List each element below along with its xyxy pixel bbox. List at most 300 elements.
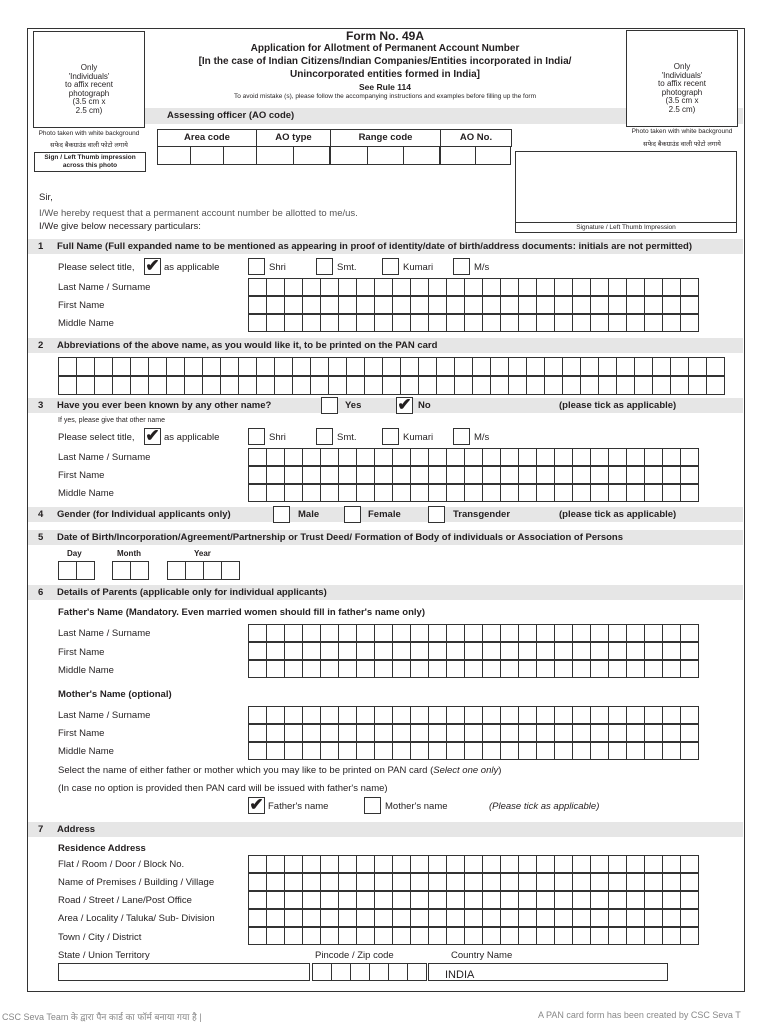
input-cell[interactable] (680, 742, 699, 760)
input-cell[interactable] (266, 624, 285, 642)
input-cell[interactable] (328, 357, 347, 376)
input-cell[interactable] (302, 466, 321, 484)
input-cell[interactable] (536, 873, 555, 891)
input-cell[interactable] (256, 357, 275, 376)
input-cell[interactable] (248, 742, 267, 760)
input-cell[interactable] (608, 660, 627, 678)
input-cell[interactable] (590, 624, 609, 642)
input-cell[interactable] (94, 357, 113, 376)
input-cell[interactable] (284, 448, 303, 466)
input-cell[interactable] (626, 296, 645, 314)
input-cell[interactable] (644, 314, 663, 332)
input-cell[interactable] (428, 448, 447, 466)
input-cell[interactable] (410, 448, 429, 466)
input-cell[interactable] (220, 357, 239, 376)
input-cell[interactable] (392, 314, 411, 332)
input-cell[interactable] (58, 357, 77, 376)
input-cell[interactable] (518, 873, 537, 891)
input-cell[interactable] (500, 278, 519, 296)
input-cell[interactable] (202, 376, 221, 395)
input-cell[interactable] (500, 855, 519, 873)
input-cell[interactable] (662, 891, 681, 909)
input-cell[interactable] (482, 891, 501, 909)
input-cell[interactable] (410, 296, 429, 314)
input-cell[interactable] (706, 357, 725, 376)
input-cell[interactable] (572, 484, 591, 502)
input-cell[interactable] (464, 278, 483, 296)
input-cell[interactable] (410, 909, 429, 927)
signature-box[interactable] (515, 151, 737, 233)
input-cell[interactable] (302, 484, 321, 502)
input-cell[interactable] (292, 376, 311, 395)
input-cell[interactable] (248, 724, 267, 742)
input-cell[interactable] (356, 660, 375, 678)
input-cell[interactable] (652, 376, 671, 395)
input-cell[interactable] (410, 855, 429, 873)
input-cell[interactable] (284, 624, 303, 642)
input-cell[interactable] (374, 909, 393, 927)
input-cell[interactable] (572, 909, 591, 927)
input-cell[interactable] (374, 642, 393, 660)
input-cell[interactable] (284, 466, 303, 484)
input-cell[interactable] (238, 376, 257, 395)
input-cell[interactable] (652, 357, 671, 376)
input-cell[interactable] (554, 278, 573, 296)
gender-female-checkbox[interactable] (344, 506, 361, 523)
input-cell[interactable] (518, 314, 537, 332)
input-cell[interactable] (554, 909, 573, 927)
input-cell[interactable] (248, 909, 267, 927)
input-cell[interactable] (608, 742, 627, 760)
input-cell[interactable] (374, 724, 393, 742)
input-cell[interactable] (328, 376, 347, 395)
input-cell[interactable] (428, 927, 447, 945)
flat-number-cells[interactable] (248, 855, 698, 873)
last-name-cells[interactable] (248, 278, 698, 296)
father-last-name-cells[interactable] (248, 624, 698, 642)
input-cell[interactable] (338, 660, 357, 678)
input-cell[interactable] (284, 642, 303, 660)
input-cell[interactable] (184, 376, 203, 395)
input-cell[interactable] (356, 624, 375, 642)
input-cell[interactable] (320, 660, 339, 678)
input-cell[interactable] (626, 278, 645, 296)
input-cell[interactable] (284, 706, 303, 724)
input-cell[interactable] (248, 855, 267, 873)
input-cell[interactable] (338, 296, 357, 314)
input-cell[interactable] (346, 357, 365, 376)
input-cell[interactable] (590, 660, 609, 678)
input-cell[interactable] (518, 891, 537, 909)
input-cell[interactable] (536, 660, 555, 678)
other-title-ms-checkbox[interactable] (453, 428, 470, 445)
input-cell[interactable] (436, 357, 455, 376)
input-cell[interactable] (464, 660, 483, 678)
input-cell[interactable] (446, 873, 465, 891)
input-cell[interactable] (284, 724, 303, 742)
input-cell[interactable] (248, 448, 267, 466)
input-cell[interactable] (572, 742, 591, 760)
title-smt-checkbox[interactable] (316, 258, 333, 275)
input-cell[interactable] (688, 357, 707, 376)
input-cell[interactable] (446, 909, 465, 927)
input-cell[interactable] (464, 314, 483, 332)
input-cell[interactable] (518, 660, 537, 678)
input-cell[interactable] (284, 742, 303, 760)
input-cell[interactable] (130, 357, 149, 376)
input-cell[interactable] (644, 891, 663, 909)
input-cell[interactable] (112, 357, 131, 376)
input-cell[interactable] (554, 706, 573, 724)
input-cell[interactable] (680, 909, 699, 927)
input-cell[interactable] (428, 660, 447, 678)
input-cell[interactable] (248, 873, 267, 891)
input-cell[interactable] (374, 624, 393, 642)
input-cell[interactable] (464, 927, 483, 945)
input-cell[interactable] (374, 873, 393, 891)
input-cell[interactable] (410, 624, 429, 642)
input-cell[interactable] (608, 706, 627, 724)
input-cell[interactable] (500, 706, 519, 724)
input-cell[interactable] (590, 706, 609, 724)
input-cell[interactable] (644, 448, 663, 466)
input-cell[interactable] (518, 706, 537, 724)
input-cell[interactable] (292, 357, 311, 376)
input-cell[interactable] (320, 891, 339, 909)
input-cell[interactable] (536, 927, 555, 945)
other-title-shri-checkbox[interactable] (248, 428, 265, 445)
input-cell[interactable] (536, 624, 555, 642)
input-cell[interactable] (302, 724, 321, 742)
input-cell[interactable] (428, 855, 447, 873)
input-cell[interactable] (356, 742, 375, 760)
input-cell[interactable] (392, 624, 411, 642)
input-cell[interactable] (310, 357, 329, 376)
input-cell[interactable] (572, 706, 591, 724)
gender-transgender-checkbox[interactable] (428, 506, 445, 523)
input-cell[interactable] (482, 314, 501, 332)
input-cell[interactable] (410, 660, 429, 678)
input-cell[interactable] (112, 376, 131, 395)
input-cell[interactable] (94, 376, 113, 395)
input-cell[interactable] (608, 927, 627, 945)
state-input[interactable] (58, 963, 310, 981)
ao-type-cells[interactable] (256, 146, 329, 165)
title-shri-checkbox[interactable] (248, 258, 265, 275)
input-cell[interactable] (410, 278, 429, 296)
input-cell[interactable] (364, 376, 383, 395)
input-cell[interactable] (482, 484, 501, 502)
input-cell[interactable] (680, 466, 699, 484)
input-cell[interactable] (482, 873, 501, 891)
input-cell[interactable] (472, 357, 491, 376)
input-cell[interactable] (454, 357, 473, 376)
input-cell[interactable] (266, 891, 285, 909)
input-cell[interactable] (536, 909, 555, 927)
input-cell[interactable] (644, 296, 663, 314)
input-cell[interactable] (464, 466, 483, 484)
father-middle-name-cells[interactable] (248, 660, 698, 678)
input-cell[interactable] (482, 927, 501, 945)
input-cell[interactable] (374, 927, 393, 945)
input-cell[interactable] (626, 724, 645, 742)
input-cell[interactable] (266, 724, 285, 742)
input-cell[interactable] (490, 357, 509, 376)
input-cell[interactable] (500, 742, 519, 760)
input-cell[interactable] (320, 296, 339, 314)
input-cell[interactable] (662, 466, 681, 484)
input-cell[interactable] (680, 873, 699, 891)
input-cell[interactable] (662, 278, 681, 296)
input-cell[interactable] (554, 927, 573, 945)
input-cell[interactable] (626, 624, 645, 642)
input-cell[interactable] (706, 376, 725, 395)
input-cell[interactable] (608, 296, 627, 314)
input-cell[interactable] (76, 376, 95, 395)
input-cell[interactable] (410, 466, 429, 484)
input-cell[interactable] (680, 296, 699, 314)
other-name-no-checkbox[interactable]: ✔ (397, 395, 412, 414)
input-cell[interactable] (554, 873, 573, 891)
input-cell[interactable] (266, 278, 285, 296)
input-cell[interactable] (500, 484, 519, 502)
input-cell[interactable] (608, 278, 627, 296)
input-cell[interactable] (248, 278, 267, 296)
input-cell[interactable] (626, 873, 645, 891)
input-cell[interactable] (374, 314, 393, 332)
input-cell[interactable] (644, 278, 663, 296)
input-cell[interactable] (284, 927, 303, 945)
input-cell[interactable] (446, 927, 465, 945)
input-cell[interactable] (284, 873, 303, 891)
input-cell[interactable] (428, 873, 447, 891)
input-cell[interactable] (616, 357, 635, 376)
input-cell[interactable] (248, 927, 267, 945)
input-cell[interactable] (266, 660, 285, 678)
input-cell[interactable] (464, 873, 483, 891)
input-cell[interactable] (590, 927, 609, 945)
input-cell[interactable] (320, 706, 339, 724)
input-cell[interactable] (608, 642, 627, 660)
input-cell[interactable] (274, 357, 293, 376)
input-cell[interactable] (302, 448, 321, 466)
input-cell[interactable] (392, 927, 411, 945)
other-title-kumari-checkbox[interactable] (382, 428, 399, 445)
input-cell[interactable] (536, 855, 555, 873)
input-cell[interactable] (662, 296, 681, 314)
input-cell[interactable] (554, 624, 573, 642)
input-cell[interactable] (508, 357, 527, 376)
input-cell[interactable] (284, 296, 303, 314)
input-cell[interactable] (572, 466, 591, 484)
input-cell[interactable] (266, 909, 285, 927)
input-cell[interactable] (554, 855, 573, 873)
input-cell[interactable] (580, 376, 599, 395)
input-cell[interactable] (482, 660, 501, 678)
input-cell[interactable] (608, 724, 627, 742)
input-cell[interactable] (428, 706, 447, 724)
input-cell[interactable] (284, 484, 303, 502)
pincode-cells[interactable] (312, 963, 426, 981)
input-cell[interactable] (382, 357, 401, 376)
input-cell[interactable] (644, 909, 663, 927)
input-cell[interactable] (302, 873, 321, 891)
father-first-name-cells[interactable] (248, 642, 698, 660)
input-cell[interactable] (680, 278, 699, 296)
input-cell[interactable] (356, 724, 375, 742)
input-cell[interactable] (482, 642, 501, 660)
input-cell[interactable] (608, 466, 627, 484)
input-cell[interactable] (572, 296, 591, 314)
input-cell[interactable] (284, 278, 303, 296)
input-cell[interactable] (554, 642, 573, 660)
input-cell[interactable] (392, 660, 411, 678)
input-cell[interactable] (536, 314, 555, 332)
input-cell[interactable] (590, 296, 609, 314)
input-cell[interactable] (644, 466, 663, 484)
input-cell[interactable] (554, 891, 573, 909)
input-cell[interactable] (374, 706, 393, 724)
input-cell[interactable] (608, 484, 627, 502)
input-cell[interactable] (464, 448, 483, 466)
input-cell[interactable] (248, 706, 267, 724)
input-cell[interactable] (464, 891, 483, 909)
input-cell[interactable] (518, 742, 537, 760)
input-cell[interactable] (446, 314, 465, 332)
input-cell[interactable] (320, 855, 339, 873)
input-cell[interactable] (554, 484, 573, 502)
mother-name-option-checkbox[interactable] (364, 797, 381, 814)
input-cell[interactable] (148, 376, 167, 395)
input-cell[interactable] (626, 466, 645, 484)
input-cell[interactable] (446, 660, 465, 678)
input-cell[interactable] (346, 376, 365, 395)
premises-cells[interactable] (248, 873, 698, 891)
father-name-option-checkbox[interactable]: ✔ (249, 795, 264, 814)
input-cell[interactable] (572, 855, 591, 873)
input-cell[interactable] (266, 296, 285, 314)
input-cell[interactable] (626, 314, 645, 332)
input-cell[interactable] (634, 376, 653, 395)
input-cell[interactable] (518, 448, 537, 466)
input-cell[interactable] (680, 660, 699, 678)
input-cell[interactable] (446, 448, 465, 466)
dob-day-cells[interactable] (58, 561, 94, 580)
input-cell[interactable] (662, 448, 681, 466)
input-cell[interactable] (482, 278, 501, 296)
input-cell[interactable] (392, 642, 411, 660)
input-cell[interactable] (302, 314, 321, 332)
input-cell[interactable] (428, 466, 447, 484)
input-cell[interactable] (536, 296, 555, 314)
input-cell[interactable] (554, 314, 573, 332)
input-cell[interactable] (464, 706, 483, 724)
input-cell[interactable] (302, 278, 321, 296)
input-cell[interactable] (572, 927, 591, 945)
dob-year-cells[interactable] (167, 561, 239, 580)
input-cell[interactable] (248, 296, 267, 314)
input-cell[interactable] (590, 891, 609, 909)
input-cell[interactable] (626, 742, 645, 760)
input-cell[interactable] (626, 927, 645, 945)
input-cell[interactable] (680, 624, 699, 642)
input-cell[interactable] (464, 724, 483, 742)
input-cell[interactable] (248, 466, 267, 484)
input-cell[interactable] (338, 742, 357, 760)
input-cell[interactable] (302, 855, 321, 873)
input-cell[interactable] (356, 909, 375, 927)
input-cell[interactable] (284, 909, 303, 927)
ao-area-code-cells[interactable] (157, 146, 256, 165)
input-cell[interactable] (338, 873, 357, 891)
input-cell[interactable] (320, 278, 339, 296)
input-cell[interactable] (680, 642, 699, 660)
input-cell[interactable] (356, 296, 375, 314)
input-cell[interactable] (500, 642, 519, 660)
input-cell[interactable] (536, 466, 555, 484)
input-cell[interactable] (590, 855, 609, 873)
input-cell[interactable] (662, 706, 681, 724)
input-cell[interactable] (410, 484, 429, 502)
input-cell[interactable] (482, 448, 501, 466)
input-cell[interactable] (590, 724, 609, 742)
input-cell[interactable] (338, 466, 357, 484)
mother-last-name-cells[interactable] (248, 706, 698, 724)
input-cell[interactable] (536, 891, 555, 909)
input-cell[interactable] (518, 484, 537, 502)
input-cell[interactable] (410, 724, 429, 742)
input-cell[interactable] (410, 891, 429, 909)
input-cell[interactable] (662, 624, 681, 642)
input-cell[interactable] (518, 466, 537, 484)
input-cell[interactable] (428, 909, 447, 927)
input-cell[interactable] (58, 376, 77, 395)
input-cell[interactable] (374, 484, 393, 502)
input-cell[interactable] (662, 927, 681, 945)
other-middle-name-cells[interactable] (248, 484, 698, 502)
input-cell[interactable] (518, 642, 537, 660)
input-cell[interactable] (266, 466, 285, 484)
input-cell[interactable] (446, 466, 465, 484)
input-cell[interactable] (508, 376, 527, 395)
input-cell[interactable] (428, 891, 447, 909)
input-cell[interactable] (392, 484, 411, 502)
input-cell[interactable] (626, 484, 645, 502)
input-cell[interactable] (418, 376, 437, 395)
input-cell[interactable] (482, 855, 501, 873)
input-cell[interactable] (266, 642, 285, 660)
input-cell[interactable] (608, 891, 627, 909)
input-cell[interactable] (410, 742, 429, 760)
input-cell[interactable] (446, 724, 465, 742)
input-cell[interactable] (446, 706, 465, 724)
input-cell[interactable] (536, 484, 555, 502)
input-cell[interactable] (626, 855, 645, 873)
input-cell[interactable] (320, 624, 339, 642)
input-cell[interactable] (536, 278, 555, 296)
input-cell[interactable] (464, 642, 483, 660)
input-cell[interactable] (392, 873, 411, 891)
input-cell[interactable] (302, 927, 321, 945)
input-cell[interactable] (464, 624, 483, 642)
input-cell[interactable] (644, 660, 663, 678)
input-cell[interactable] (410, 927, 429, 945)
input-cell[interactable] (464, 909, 483, 927)
input-cell[interactable] (572, 873, 591, 891)
input-cell[interactable] (338, 706, 357, 724)
input-cell[interactable] (526, 357, 545, 376)
input-cell[interactable] (680, 706, 699, 724)
